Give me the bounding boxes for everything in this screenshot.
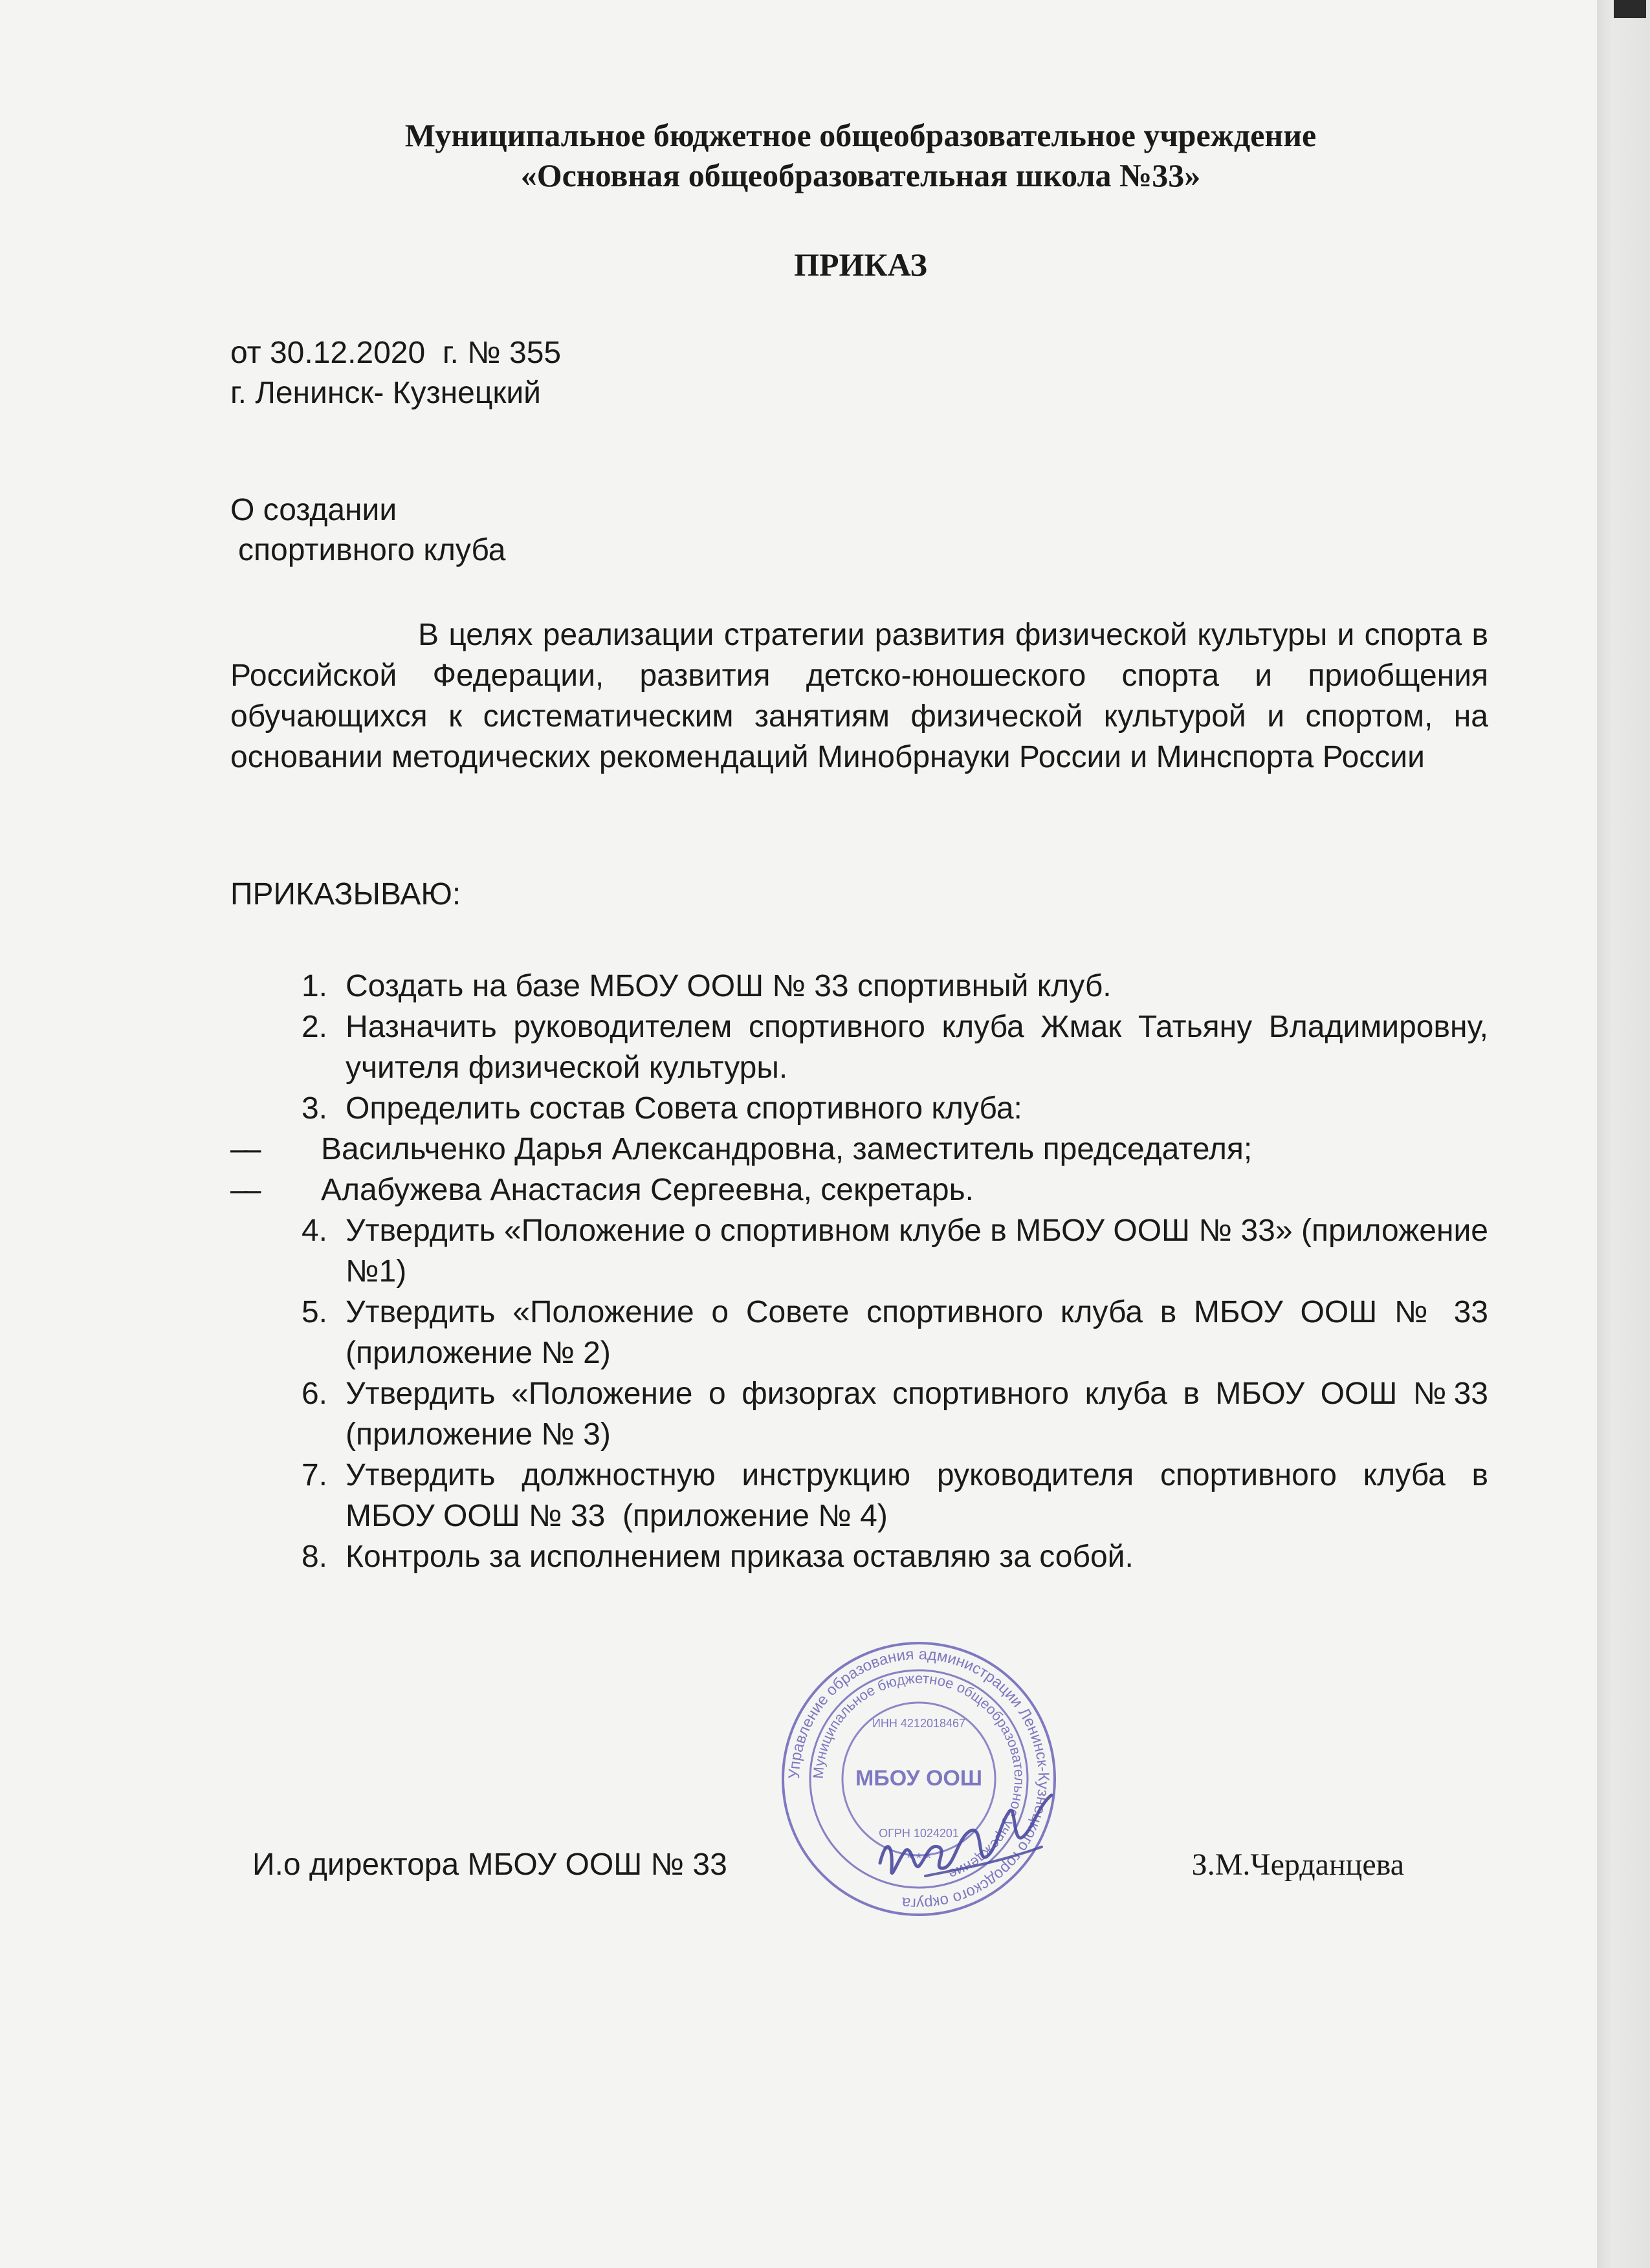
signatory-title: И.о директора МБОУ ООШ № 33 xyxy=(252,1848,727,1882)
signatory-name: З.М.Черданцева xyxy=(1191,1848,1404,1882)
stamp-outer-text: Управление образования администрации Ленинск-Кузнецкого городского округа xyxy=(785,1645,1053,1913)
list-item xyxy=(230,1007,1488,1088)
list-item xyxy=(230,1455,1515,1536)
order-items-list xyxy=(230,966,1515,1577)
item-number: 8. xyxy=(301,1540,327,1574)
item-text: Назначить руководителем спортивного клуба Жмак Татьяну Владимировну, учителя физической культуры. xyxy=(346,1010,1488,1085)
council-member-text: Алабужева Анастасия Сергеевна, секретарь. xyxy=(321,1173,974,1207)
scan-edge xyxy=(1597,0,1650,2268)
dash-marker: –– xyxy=(230,1132,258,1166)
item-text: Утвердить «Положение о спортивном клубе в МБОУ ООШ № 33» (приложение №1) xyxy=(346,1214,1488,1289)
item-number: 7. xyxy=(301,1458,327,1492)
council-member xyxy=(230,1129,1488,1170)
list-item xyxy=(230,1088,1488,1129)
council-member xyxy=(230,1170,1488,1210)
institution-name-line1: Муниципальное бюджетное общеобразовательное учреждение xyxy=(404,117,1317,153)
item-number: 6. xyxy=(301,1377,327,1411)
list-item xyxy=(230,966,1488,1007)
item-number: 3. xyxy=(301,1091,327,1126)
stamp-stars: * * * xyxy=(907,1850,931,1866)
signature-block xyxy=(252,1845,1404,1885)
list-item xyxy=(230,1373,1488,1455)
order-directive-word: ПРИКАЗЫВАЮ: xyxy=(230,877,461,911)
item-text: Контроль за исполнением приказа оставляю за собой. xyxy=(346,1540,1134,1574)
order-city: г. Ленинск- Кузнецкий xyxy=(230,376,541,410)
list-item xyxy=(230,1536,1488,1577)
item-number: 5. xyxy=(301,1295,327,1329)
item-text: Определить состав Совета спортивного клуба: xyxy=(346,1091,1022,1126)
item-text: Утвердить «Положение о физоргах спортивного клуба в МБОУ ООШ №33 (приложение № 3) xyxy=(346,1377,1488,1452)
order-meta xyxy=(230,333,561,413)
stamp-inner-text: Муниципальное бюджетное общеобразовательное учреждение xyxy=(809,1670,1028,1883)
stamp-inn: ИНН 4212018467 xyxy=(872,1717,966,1730)
institution-header xyxy=(0,115,1650,195)
item-number: 1. xyxy=(301,969,327,1003)
item-number: 2. xyxy=(301,1010,327,1044)
order-subject xyxy=(230,490,505,571)
item-number: 4. xyxy=(301,1214,327,1248)
stamp-ogrn: ОГРН 1024201 xyxy=(879,1827,959,1840)
institution-name-line2: «Основная общеобразовательная школа №33» xyxy=(520,157,1201,193)
council-member-text: Васильченко Дарья Александровна, заместитель председателя; xyxy=(321,1132,1253,1166)
item-text: Утвердить «Положение о Совете спортивного клуба в МБОУ ООШ № 33 (приложение № 2) xyxy=(346,1295,1488,1370)
item-text: Утвердить должностную инструкцию руководителя спортивного клуба в МБОУ ООШ № 33 (приложение № 4) xyxy=(346,1458,1515,1533)
scan-corner-mark xyxy=(1614,0,1646,18)
list-item xyxy=(230,1292,1488,1373)
subject-line1: О создании xyxy=(230,493,397,527)
item-text: Создать на базе МБОУ ООШ № 33 спортивный клуб. xyxy=(346,969,1112,1003)
dash-marker: –– xyxy=(230,1173,258,1207)
order-date-number: от 30.12.2020 г. № 355 xyxy=(230,336,562,370)
subject-line2: спортивного клуба xyxy=(238,533,506,567)
stamp-center: МБОУ ООШ xyxy=(855,1766,983,1791)
order-preamble: В целях реализации стратегии развития физической культуры и спорта в Российской Федерации, развития детско-юношеского спорта и приобщения обучающихся к систематическим занятиям физической культурой и спортом, на основании методических рекомендаций Минобрнауки России и Минспорта России xyxy=(230,618,1488,774)
document-title: ПРИКАЗ xyxy=(794,246,927,283)
list-item xyxy=(230,1210,1488,1292)
